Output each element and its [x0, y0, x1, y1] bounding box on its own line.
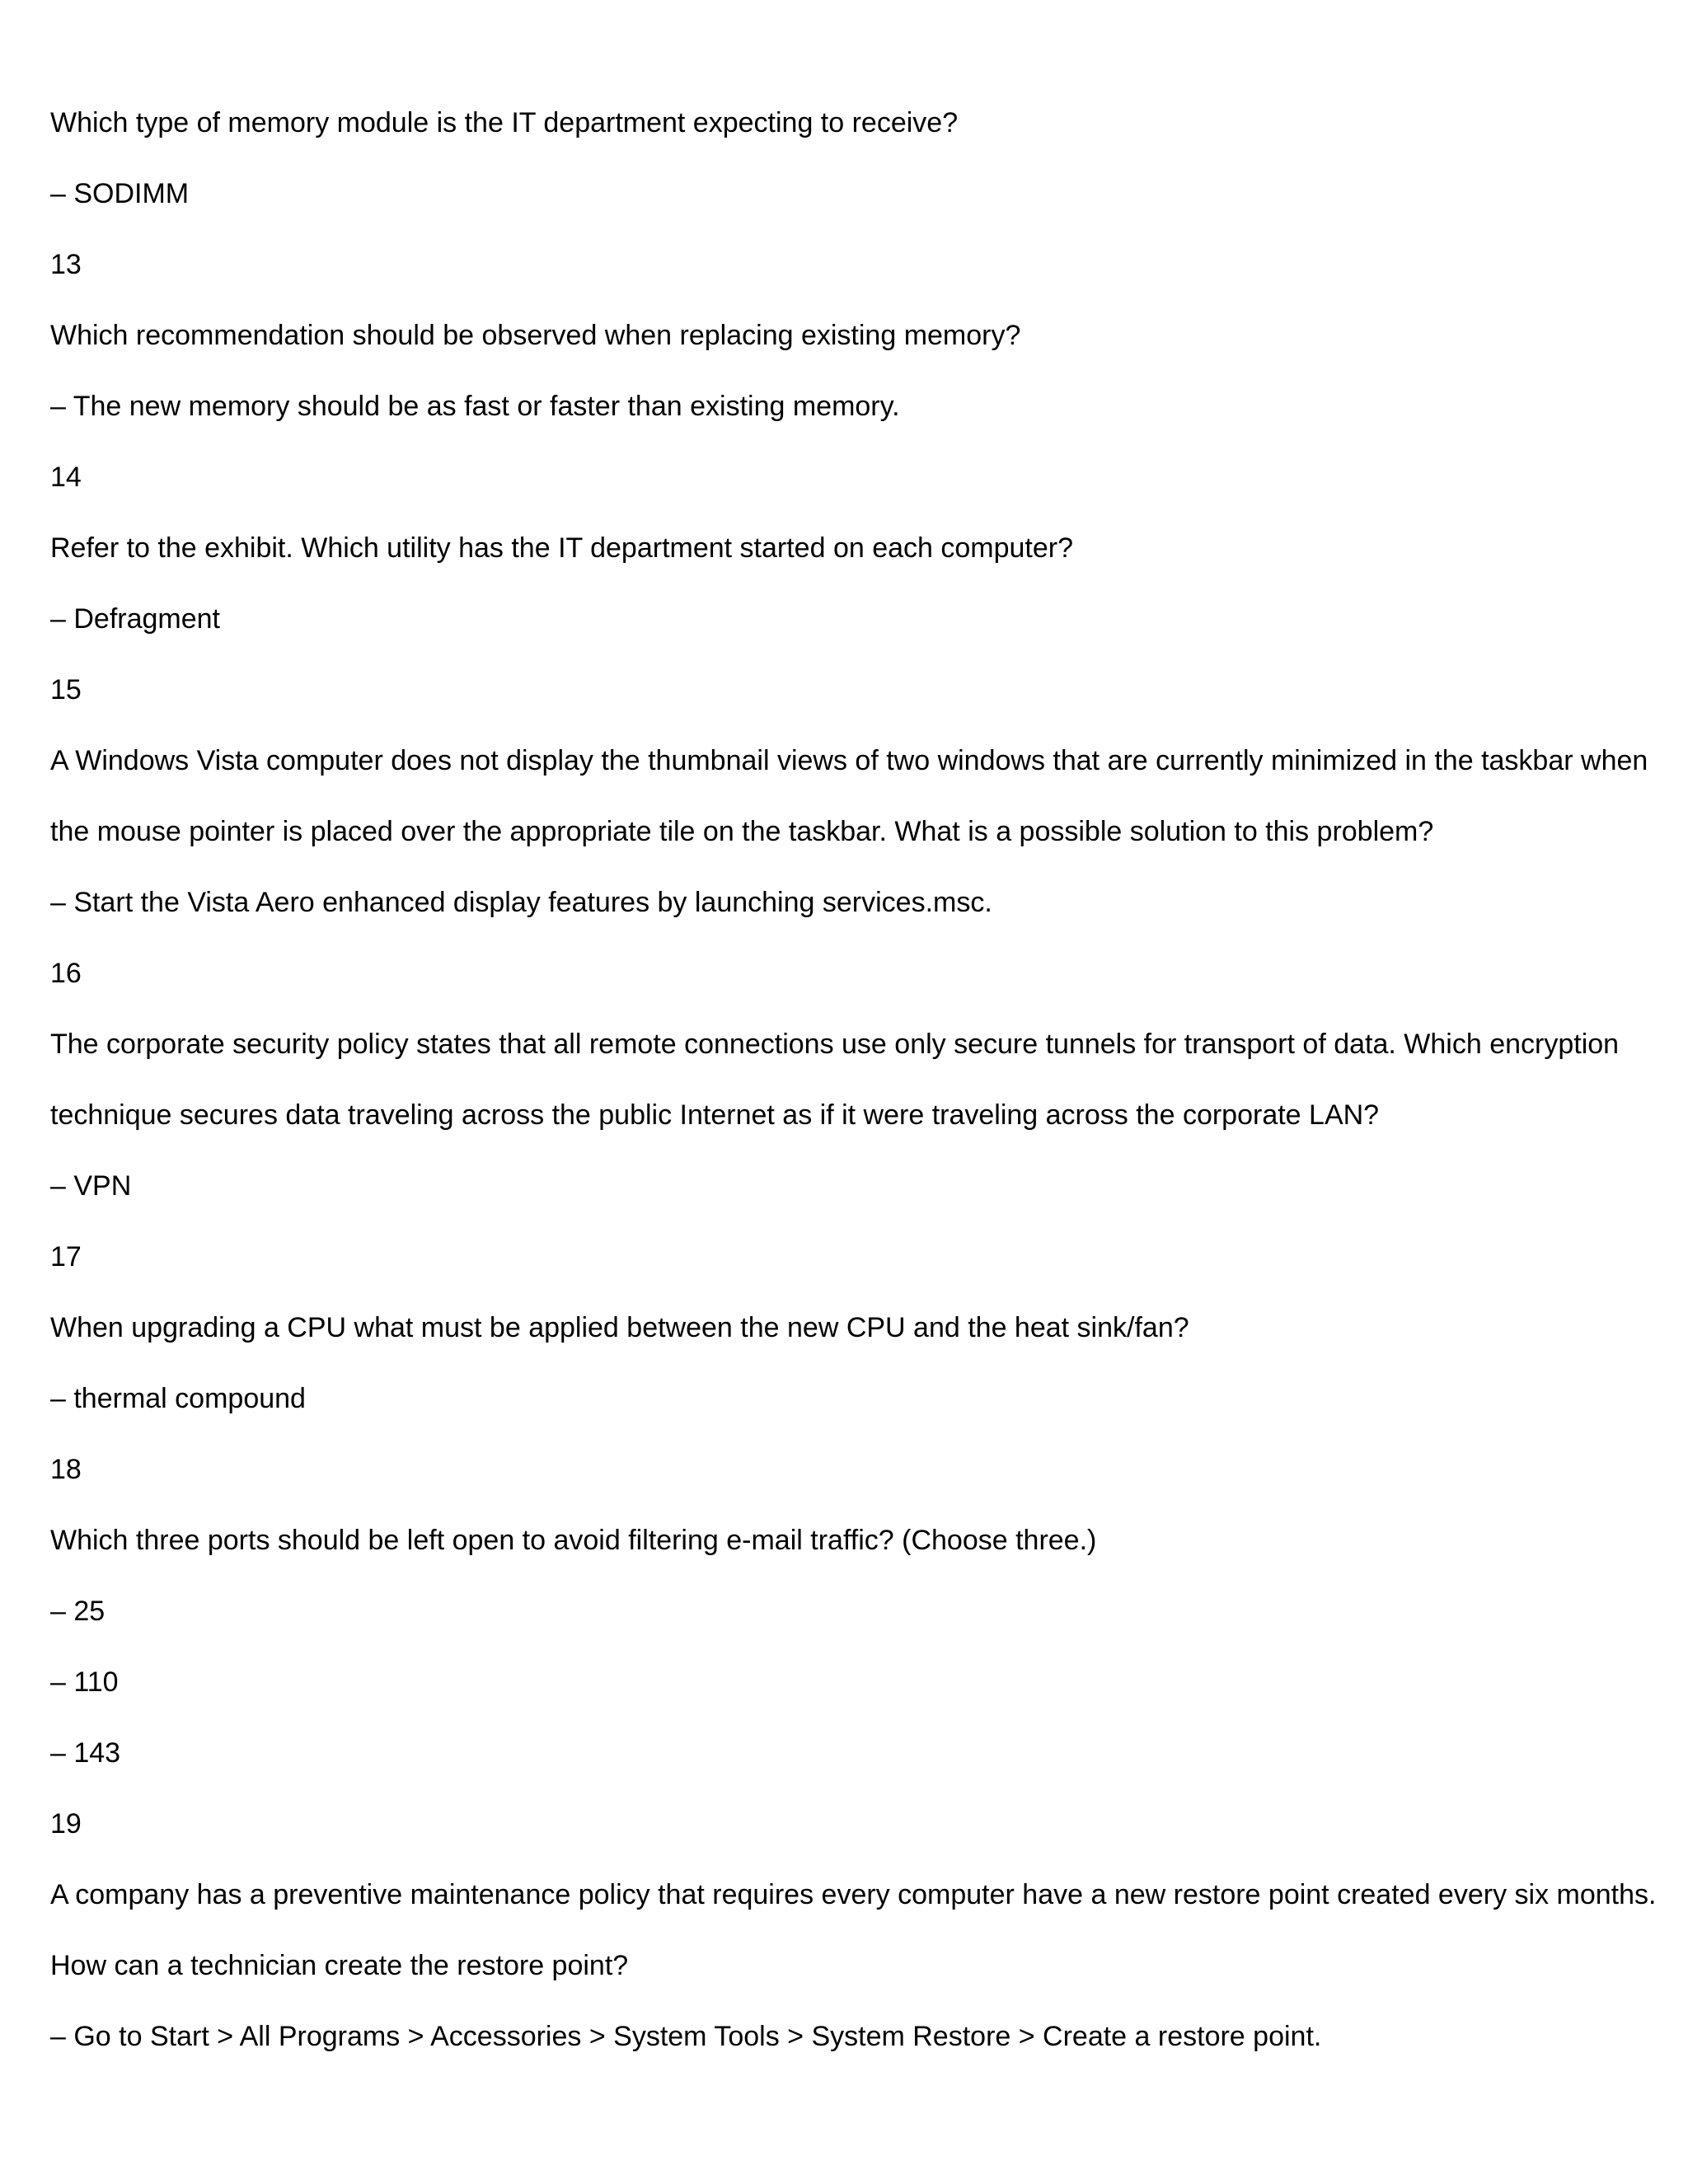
question-text: A company has a preventive maintenance policy that requires every computer have a new restore point created every six months. — [50, 1879, 1657, 1910]
question-number: 16 — [50, 958, 82, 989]
question-text: The corporate security policy states that all remote connections use only secure tunnels for transport of data. Which encryption — [50, 1029, 1620, 1060]
question-text: Refer to the exhibit. Which utility has the IT department started on each computer? — [50, 532, 1074, 564]
question-text: technique secures data traveling across the public Internet as if it were traveling across the corporate LAN? — [50, 1099, 1380, 1131]
question-number: 13 — [50, 249, 82, 280]
question-number: 17 — [50, 1241, 82, 1272]
answer-text: – 110 — [50, 1666, 119, 1698]
question-text: the mouse pointer is placed over the appropriate tile on the taskbar. What is a possible solution to this problem? — [50, 816, 1434, 847]
answer-text: – 143 — [50, 1737, 121, 1769]
question-text: When upgrading a CPU what must be applied between the new CPU and the heat sink/fan? — [50, 1312, 1189, 1343]
question-text: A Windows Vista computer does not display the thumbnail views of two windows that are currently minimized in the taskbar when — [50, 745, 1648, 776]
question-number: 19 — [50, 1808, 82, 1840]
question-number: 15 — [50, 674, 82, 705]
answer-text: – The new memory should be as fast or faster than existing memory. — [50, 391, 900, 422]
question-number: 14 — [50, 462, 82, 493]
question-text: Which three ports should be left open to avoid filtering e-mail traffic? (Choose three.) — [50, 1525, 1097, 1556]
question-text: Which recommendation should be observed when replacing existing memory? — [50, 320, 1021, 351]
answer-text: – VPN — [50, 1170, 132, 1202]
question-number: 18 — [50, 1454, 82, 1485]
question-text: Which type of memory module is the IT department expecting to receive? — [50, 107, 959, 138]
answer-text: – Start the Vista Aero enhanced display features by launching services.msc. — [50, 887, 992, 918]
answer-text: – thermal compound — [50, 1383, 306, 1414]
document-body — [50, 87, 1666, 2072]
answer-text: – Go to Start > All Programs > Accessories > System Tools > System Restore > Create a restore point. — [50, 2021, 1322, 2052]
answer-text: – Defragment — [50, 603, 220, 635]
question-text: How can a technician create the restore point? — [50, 1950, 629, 1981]
answer-text: – 25 — [50, 1596, 106, 1627]
answer-text: – SODIMM — [50, 178, 190, 209]
